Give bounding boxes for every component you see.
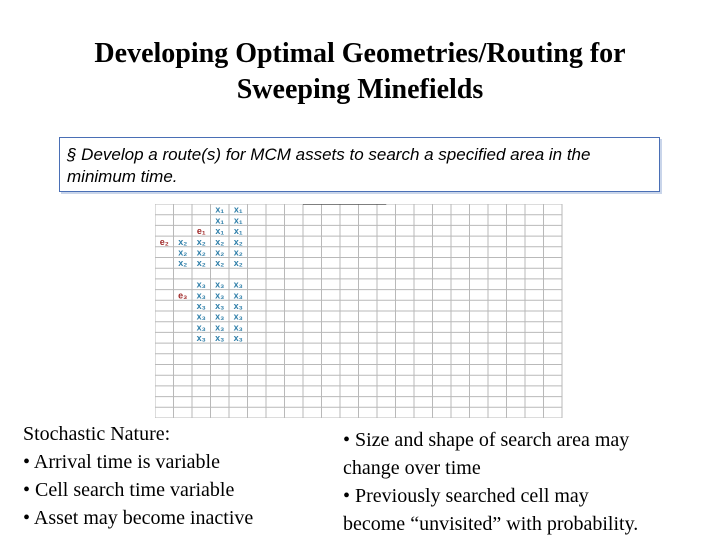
- asset-cell-label: x₃: [196, 290, 206, 301]
- callout-text: § Develop a route(s) for MCM assets to search a specified area in the minimum time.: [67, 145, 591, 186]
- asset-cell-label: x₂: [178, 236, 188, 247]
- grid-svg: [155, 204, 571, 418]
- asset-cell-label: x₂: [178, 258, 188, 269]
- asset-cell-label: x₁: [215, 204, 225, 215]
- asset-cell-label: x₃: [215, 279, 225, 290]
- asset-cell-label: x₂: [215, 236, 225, 247]
- left-line: • Asset may become inactive: [23, 507, 254, 529]
- asset-cell-label: x₃: [215, 322, 225, 333]
- asset-cell-label: x₂: [233, 258, 243, 269]
- right-line: change over time: [343, 457, 481, 479]
- left-line: • Cell search time variable: [23, 479, 235, 501]
- asset-cell-label: x₂: [196, 236, 206, 247]
- left-line: • Arrival time is variable: [23, 451, 220, 473]
- right-line: become “unvisited” with probability.: [343, 513, 639, 535]
- asset-cell-label: x₃: [215, 333, 225, 344]
- title-line-1: Developing Optimal Geometries/Routing for: [94, 38, 626, 69]
- asset-cell-label: x₃: [233, 333, 243, 344]
- right-line: • Size and shape of search area may: [343, 429, 630, 451]
- entry-point-label: e₂: [159, 236, 169, 247]
- asset-cell-label: x₁: [233, 226, 243, 237]
- right-line: • Previously searched cell may: [343, 485, 589, 507]
- asset-cell-label: x₃: [215, 290, 225, 301]
- asset-cell-label: x₃: [233, 279, 243, 290]
- title-line-2: Sweeping Minefields: [236, 74, 484, 105]
- asset-cell-label: x₂: [196, 258, 206, 269]
- asset-cell-label: x₃: [215, 311, 225, 322]
- asset-cell-label: x₂: [233, 247, 243, 258]
- objective-callout: [59, 137, 660, 192]
- asset-cell-label: x₃: [233, 290, 243, 301]
- asset-cell-label: x₂: [196, 247, 206, 258]
- asset-cell-label: x₁: [215, 215, 225, 226]
- dynamic-area-list: [343, 426, 713, 538]
- asset-cell-label: x₂: [178, 247, 188, 258]
- asset-cell-label: x₂: [233, 236, 243, 247]
- asset-cell-label: x₃: [196, 279, 206, 290]
- asset-cell-label: x₃: [233, 322, 243, 333]
- asset-cell-label: x₃: [196, 311, 206, 322]
- asset-cell-label: x₁: [215, 226, 225, 237]
- entry-point-label: e₃: [178, 290, 188, 301]
- asset-cell-label: x₂: [215, 258, 225, 269]
- entry-point-label: e₁: [196, 226, 206, 237]
- left-line: Stochastic Nature:: [23, 423, 171, 445]
- asset-cell-label: x₃: [233, 301, 243, 311]
- asset-cell-label: x₃: [215, 301, 225, 311]
- asset-cell-label: x₂: [215, 247, 225, 258]
- asset-cell-label: x₁: [233, 204, 243, 215]
- asset-cell-label: x₃: [196, 301, 206, 311]
- stochastic-nature-list: [23, 420, 323, 532]
- asset-cell-label: x₃: [196, 333, 206, 344]
- asset-cell-label: x₁: [233, 215, 243, 226]
- asset-cell-label: x₃: [233, 311, 243, 322]
- minefield-grid: [155, 204, 571, 423]
- asset-cell-label: x₃: [196, 322, 206, 333]
- slide-title: [20, 36, 700, 108]
